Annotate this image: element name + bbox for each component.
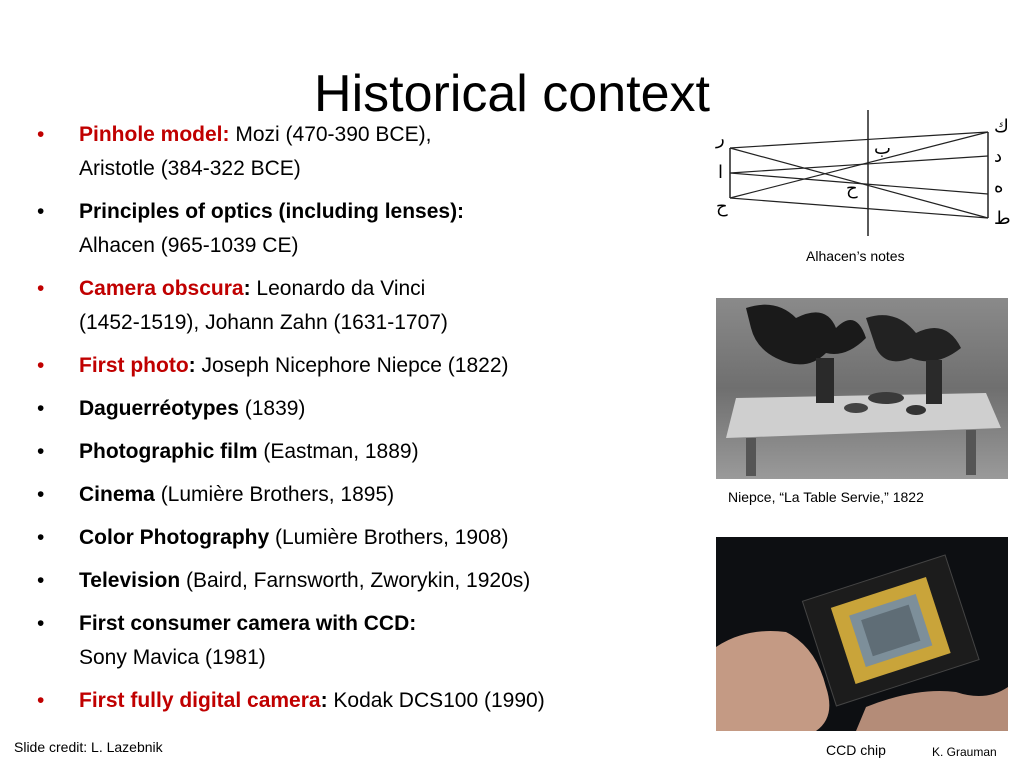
alhacen-letter-right-1: ك bbox=[994, 116, 1009, 137]
bullet-text-line2: Alhacen (965-1039 CE) bbox=[79, 234, 299, 257]
slide-credit: Slide credit: L. Lazebnik bbox=[14, 739, 163, 755]
bullet-label: Cinema bbox=[79, 483, 155, 506]
bullet-dot: • bbox=[37, 354, 45, 377]
bullet-label: Daguerréotypes bbox=[79, 397, 239, 420]
bullet-text: (1839) bbox=[238, 397, 306, 420]
bullet-label: First photo bbox=[79, 354, 189, 377]
bullet-text: Kodak DCS100 (1990) bbox=[327, 689, 545, 712]
bullet-separator: : bbox=[320, 689, 328, 712]
bullet-item bbox=[34, 195, 674, 263]
alhacen-letter-left-3: ح bbox=[716, 196, 728, 217]
bullet-item bbox=[34, 392, 674, 426]
bullet-item bbox=[34, 435, 674, 469]
bullet-label: Camera obscura bbox=[79, 277, 244, 300]
alhacen-letter-right-2: د bbox=[994, 146, 1003, 167]
bullet-text: Mozi (470-390 BCE), bbox=[229, 123, 432, 146]
bullet-item bbox=[34, 478, 674, 512]
bullet-text: (Lumière Brothers, 1895) bbox=[154, 483, 395, 506]
alhacen-letter-left-2: ا bbox=[718, 162, 724, 183]
bullet-dot: • bbox=[37, 200, 45, 223]
bullet-text: Leonardo da Vinci bbox=[250, 277, 426, 300]
bullet-label: First fully digital camera bbox=[79, 689, 321, 712]
bullet-dot: • bbox=[37, 612, 45, 635]
ccd-chip-photo bbox=[716, 537, 1008, 731]
bullet-label: Television bbox=[79, 569, 181, 592]
bullet-dot: • bbox=[37, 440, 45, 463]
ccd-caption: CCD chip bbox=[826, 742, 886, 758]
alhacen-letter-mid-2: ح bbox=[846, 178, 858, 199]
alhacen-letter-mid-1: ب bbox=[874, 138, 891, 159]
image-credit: K. Grauman bbox=[932, 745, 997, 759]
history-bullet-list bbox=[34, 118, 674, 727]
alhacen-caption: Alhacen’s notes bbox=[806, 248, 905, 264]
bullet-label: Principles of optics (including lenses): bbox=[79, 200, 465, 223]
bullet-dot: • bbox=[37, 689, 45, 712]
bullet-item bbox=[34, 607, 674, 675]
alhacen-diagram bbox=[706, 108, 1011, 238]
bullet-label: First consumer camera with CCD bbox=[79, 612, 410, 635]
bullet-label: Photographic film bbox=[79, 440, 258, 463]
slide-title: Historical context bbox=[314, 65, 710, 123]
bullet-text: (Lumière Brothers, 1908) bbox=[269, 526, 509, 549]
bullet-text-line2: Aristotle (384-322 BCE) bbox=[79, 157, 301, 180]
bullet-text-line2: Sony Mavica (1981) bbox=[79, 646, 266, 669]
bullet-separator: : bbox=[243, 277, 251, 300]
bullet-item bbox=[34, 684, 674, 718]
bullet-text-line2: (1452-1519), Johann Zahn (1631-1707) bbox=[79, 311, 448, 334]
bullet-dot: • bbox=[37, 569, 45, 592]
bullet-item bbox=[34, 118, 674, 186]
bullet-item bbox=[34, 564, 674, 598]
niepce-photo bbox=[716, 298, 1008, 479]
bullet-dot: • bbox=[37, 526, 45, 549]
bullet-separator: : bbox=[409, 612, 417, 635]
alhacen-letter-right-4: ط bbox=[994, 208, 1011, 229]
bullet-text: Joseph Nicephore Niepce (1822) bbox=[195, 354, 509, 377]
bullet-item bbox=[34, 521, 674, 555]
bullet-separator: : bbox=[188, 354, 196, 377]
alhacen-letter-right-3: ه bbox=[994, 176, 1004, 197]
bullet-dot: • bbox=[37, 123, 45, 146]
bullet-dot: • bbox=[37, 397, 45, 420]
bullet-label: Color Photography bbox=[79, 526, 270, 549]
bullet-label: Pinhole model: bbox=[79, 123, 230, 146]
bullet-item bbox=[34, 272, 674, 340]
bullet-dot: • bbox=[37, 277, 45, 300]
alhacen-letter-left-1: ر bbox=[716, 128, 725, 149]
bullet-dot: • bbox=[37, 483, 45, 506]
bullet-item bbox=[34, 349, 674, 383]
bullet-text: (Baird, Farnsworth, Zworykin, 1920s) bbox=[180, 569, 531, 592]
bullet-text: (Eastman, 1889) bbox=[257, 440, 419, 463]
niepce-caption: Niepce, “La Table Servie,” 1822 bbox=[728, 489, 924, 505]
